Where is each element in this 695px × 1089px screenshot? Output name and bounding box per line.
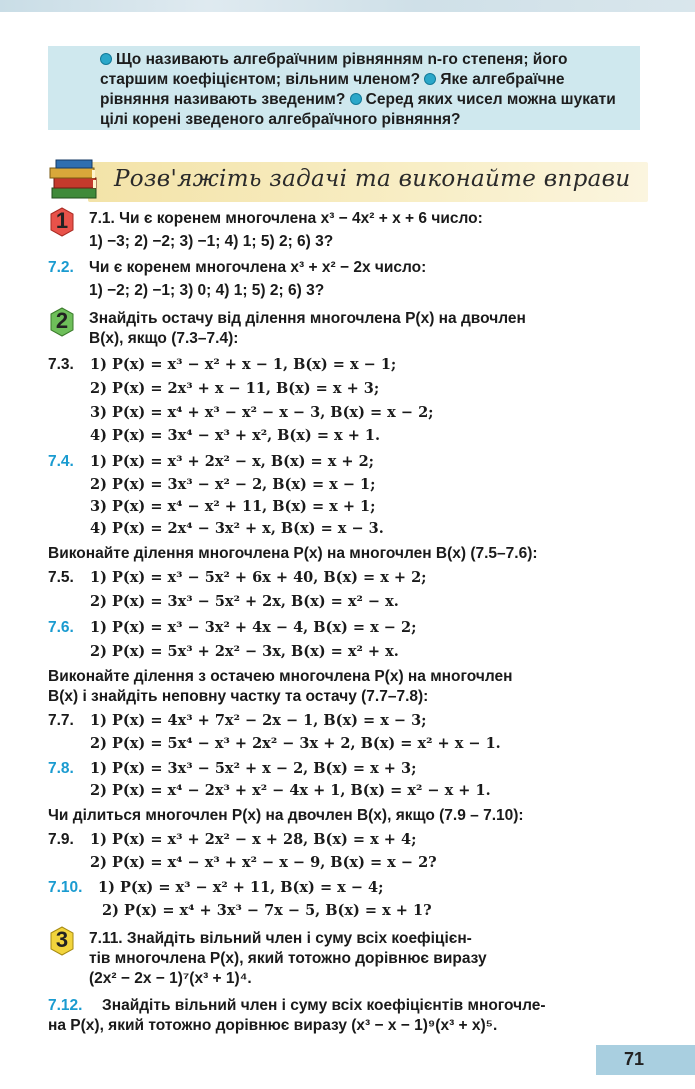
exercise-item: 2) P(x) = x⁴ + 3x³ − 7x − 5, B(x) = x + 1? [102, 902, 432, 919]
exercise-item: 2) P(x) = 5x³ + 2x² − 3x, B(x) = x² + x. [90, 643, 399, 660]
review-questions-box [48, 46, 640, 130]
task-instruction: B(x), якщо (7.3–7.4): [89, 330, 239, 347]
exercise-number: 7.8. [48, 760, 74, 777]
banner-title: Розв'яжіть задачі та виконайте вправи [114, 166, 631, 192]
level-2-badge [47, 306, 77, 338]
exercise-number: 7.5. [48, 569, 74, 586]
exercise-7-11: тів многочлена P(x), який тотожно дорівнює виразу [89, 950, 487, 967]
exercise-item: 1) P(x) = x³ − 5x² + 6x + 40, B(x) = x + 2; [90, 569, 427, 586]
bullet-icon [100, 53, 112, 65]
exercise-item: 1) P(x) = x³ + 2x² − x + 28, B(x) = x + 4; [90, 831, 417, 848]
exercise-item: 2) P(x) = 2x³ + x − 11, B(x) = x + 3; [90, 380, 380, 397]
exercise-7-12: на P(x), який тотожно дорівнює виразу (x³ − x − 1)⁹(x³ + x)⁵. [48, 1017, 498, 1034]
exercise-7-1: 7.1. Чи є коренем многочлена x³ − 4x² + x + 6 число: [89, 210, 483, 227]
exercise-item: 1) P(x) = x³ − x² + x − 1, B(x) = x − 1; [90, 356, 397, 373]
exercise-item: 1) P(x) = x³ − 3x² + 4x − 4, B(x) = x − 2; [90, 619, 417, 636]
exercise-item: 2) P(x) = 3x³ − 5x² + 2x, B(x) = x² − x. [90, 593, 399, 610]
exercise-7-11: 7.11. Знайдіть вільний член і суму всіх коефіцієн- [89, 930, 472, 947]
exercise-number: 7.4. [48, 453, 74, 470]
exercise-item: 3) P(x) = x⁴ − x² + 11, B(x) = x + 1; [90, 498, 376, 515]
level-2-number: 2 [55, 308, 69, 333]
exercise-item: 1) P(x) = x³ − x² + 11, B(x) = x − 4; [98, 879, 384, 896]
exercise-7-12: Знайдіть вільний член і суму всіх коефіцієнтів многочле- [102, 997, 546, 1014]
question-2: Яке алгебраїчне рівняння називають зведеним? [100, 71, 565, 108]
exercise-number: 7.3. [48, 356, 74, 373]
page-number: 71 [624, 1049, 645, 1069]
books-icon [48, 158, 106, 206]
top-decor-band [0, 0, 695, 12]
section-banner [48, 158, 640, 206]
level-3-badge [47, 925, 77, 957]
exercise-item: 2) P(x) = 5x⁴ − x³ + 2x² − 3x + 2, B(x) = x² + x − 1. [90, 735, 501, 752]
exercise-7-11: (2x² − 2x − 1)⁷(x³ + 1)⁴. [89, 970, 252, 987]
exercise-number: 7.9. [48, 831, 74, 848]
question-1: Що називають алгебраїчним рівнянням n-го степеня; його старшим коефіцієнтом; вільним членом? [100, 51, 568, 88]
question-3: Серед яких чисел можна шукати цілі корені зведеного алгебраїчного рівняння? [100, 91, 616, 128]
exercise-item: 1) P(x) = 4x³ + 7x² − 2x − 1, B(x) = x − 3; [90, 712, 427, 729]
task-instruction: Знайдіть остачу від ділення многочлена P(x) на двочлен [89, 310, 526, 327]
exercise-7-2: Чи є коренем многочлена x³ + x² − 2x число: [89, 259, 427, 276]
exercise-item: 1) P(x) = x³ + 2x² − x, B(x) = x + 2; [90, 453, 375, 470]
level-1-badge [47, 206, 77, 238]
exercise-item: 2) P(x) = 3x³ − x² − 2, B(x) = x − 1; [90, 476, 376, 493]
bullet-icon [350, 93, 362, 105]
exercise-item: 1) P(x) = 3x³ − 5x² + x − 2, B(x) = x + 3; [90, 760, 417, 777]
exercise-number: 7.10. [48, 879, 83, 896]
task-instruction: Виконайте ділення многочлена P(x) на многочлен B(x) (7.5–7.6): [48, 545, 538, 562]
exercise-item: 4) P(x) = 2x⁴ − 3x² + x, B(x) = x − 3. [90, 520, 384, 537]
exercise-item: 2) P(x) = x⁴ − 2x³ + x² − 4x + 1, B(x) = x² − x + 1. [90, 782, 491, 799]
task-instruction: Чи ділиться многочлен P(x) на двочлен B(x), якщо (7.9 – 7.10): [48, 807, 524, 824]
level-3-number: 3 [55, 927, 69, 952]
task-instruction: Виконайте ділення з остачею многочлена P(x) на многочлен [48, 668, 513, 685]
exercise-item: 4) P(x) = 3x⁴ − x³ + x², B(x) = x + 1. [90, 427, 381, 444]
exercise-item: 3) P(x) = x⁴ + x³ − x² − x − 3, B(x) = x − 2; [90, 404, 434, 421]
exercise-number: 7.6. [48, 619, 74, 636]
task-instruction: B(x) і знайдіть неповну частку та остачу (7.7–7.8): [48, 688, 429, 705]
exercise-7-2-options: 1) −2; 2) −1; 3) 0; 4) 1; 5) 2; 6) 3? [89, 282, 325, 299]
exercise-item: 2) P(x) = x⁴ − x³ + x² − x − 9, B(x) = x − 2? [90, 854, 437, 871]
exercise-number: 7.12. [48, 997, 83, 1014]
page-number-box [596, 1045, 695, 1075]
exercise-7-1-options: 1) −3; 2) −2; 3) −1; 4) 1; 5) 2; 6) 3? [89, 233, 334, 250]
exercise-number: 7.7. [48, 712, 74, 729]
bullet-icon [424, 73, 436, 85]
exercise-number: 7.2. [48, 259, 74, 276]
level-1-number: 1 [55, 208, 69, 233]
